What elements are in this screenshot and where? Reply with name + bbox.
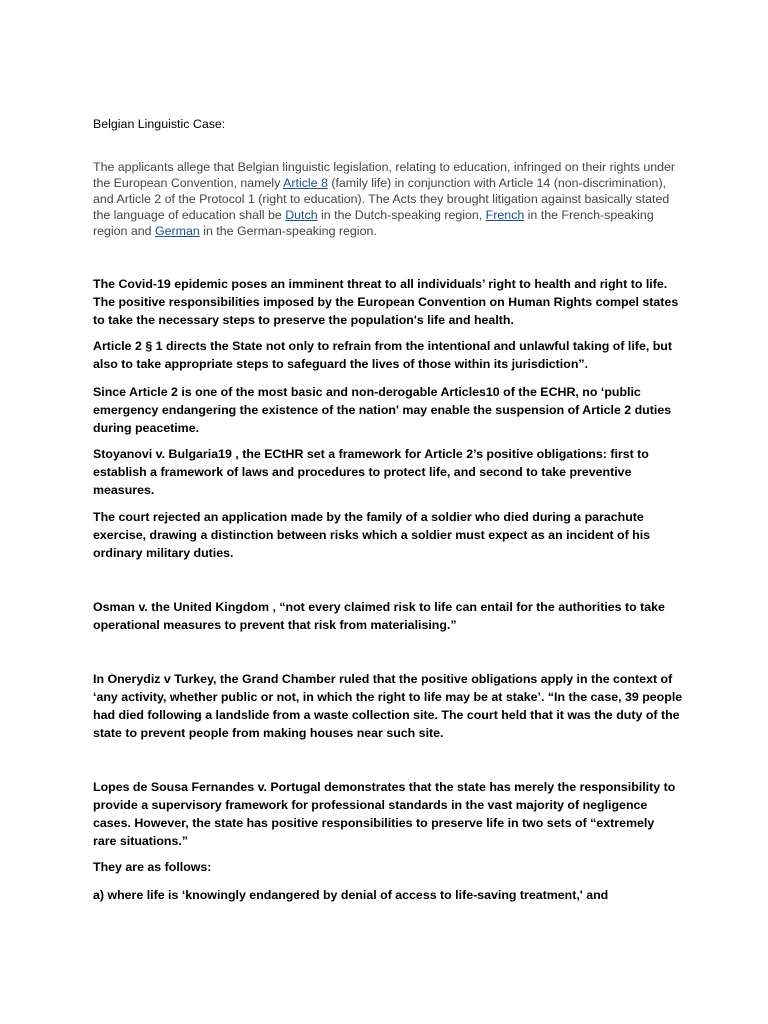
intro-text-4: in the French-speaking region and	[93, 208, 654, 238]
french-link[interactable]: French	[485, 208, 525, 222]
paragraph-non-derogable: Since Article 2 is one of the most basic and non-derogable Articles10 of the ECHR, no ‘public emergency endangering the existence of the nation' may enable the suspension of Article 2 duties during peacetime.	[93, 385, 672, 435]
paragraph-court-rejected: The court rejected an application made by the family of a soldier who died during a parachute exercise, drawing a distinction between risks which a soldier must expect as an incident of his ordinary military duties.	[93, 510, 651, 560]
intro-text-3: in the Dutch-speaking region,	[317, 208, 486, 222]
intro-text-5: in the German-speaking region.	[199, 224, 377, 238]
paragraph-they-are-as-follows: They are as follows:	[93, 860, 212, 874]
intro-paragraph	[93, 159, 678, 239]
section-heading: Belgian Linguistic Case:	[93, 117, 226, 131]
paragraph-osman: Osman v. the United Kingdom , “not every claimed risk to life can entail for the authorities to take operational measures to prevent that risk from materialising.”	[93, 600, 665, 632]
paragraph-stoyanovi: Stoyanovi v. Bulgaria19 , the ECtHR set a framework for Article 2’s positive obligations: first to establish a framework of laws and procedures to protect life, and second to take preventive measures.	[93, 447, 649, 497]
paragraph-article-2: Article 2 § 1 directs the State not only to refrain from the intentional and unlawful taking of life, but also to take appropriate steps to safeguard the lives of those within its jurisdiction”.	[93, 339, 672, 371]
dutch-link[interactable]: Dutch	[285, 208, 318, 222]
paragraph-oneryildiz: In Onerydiz v Turkey, the Grand Chamber ruled that the positive obligations apply in the context of ‘any activity, whether public or not, in which the right to life may be at stake’. “In the case, 39 people had died following a landslide from a waste collection site. The court held that it was the duty of the state to prevent people from making houses near such site.	[93, 672, 683, 740]
paragraph-lopes: Lopes de Sousa Fernandes v. Portugal demonstrates that the state has merely the responsibility to provide a supervisory framework for professional standards in the vast majority of negligence cases. However, the state has positive responsibilities to preserve life in two sets of “extremely rare situations.”	[93, 780, 676, 848]
list-item-a: a) where life is ‘knowingly endangered by denial of access to life-saving treatment,' and	[93, 888, 609, 902]
intro-text-1: The applicants allege that Belgian linguistic legislation, relating to education, infringed on their rights under the European Convention, namely	[93, 160, 676, 190]
article-8-link[interactable]: Article 8	[283, 176, 328, 190]
german-link[interactable]: German	[155, 224, 200, 238]
paragraph-covid: The Covid-19 epidemic poses an imminent threat to all individuals’ right to health and right to life. The positive responsibilities imposed by the European Convention on Human Rights compel states to take the necessary steps to preserve the population's life and health.	[93, 277, 679, 327]
intro-text-2: (family life) in conjunction with Article 14 (non-discrimination), and Article 2 of the Protocol 1 (right to education). The Acts they brought litigation against basically stated the language of education shall be	[93, 176, 670, 222]
